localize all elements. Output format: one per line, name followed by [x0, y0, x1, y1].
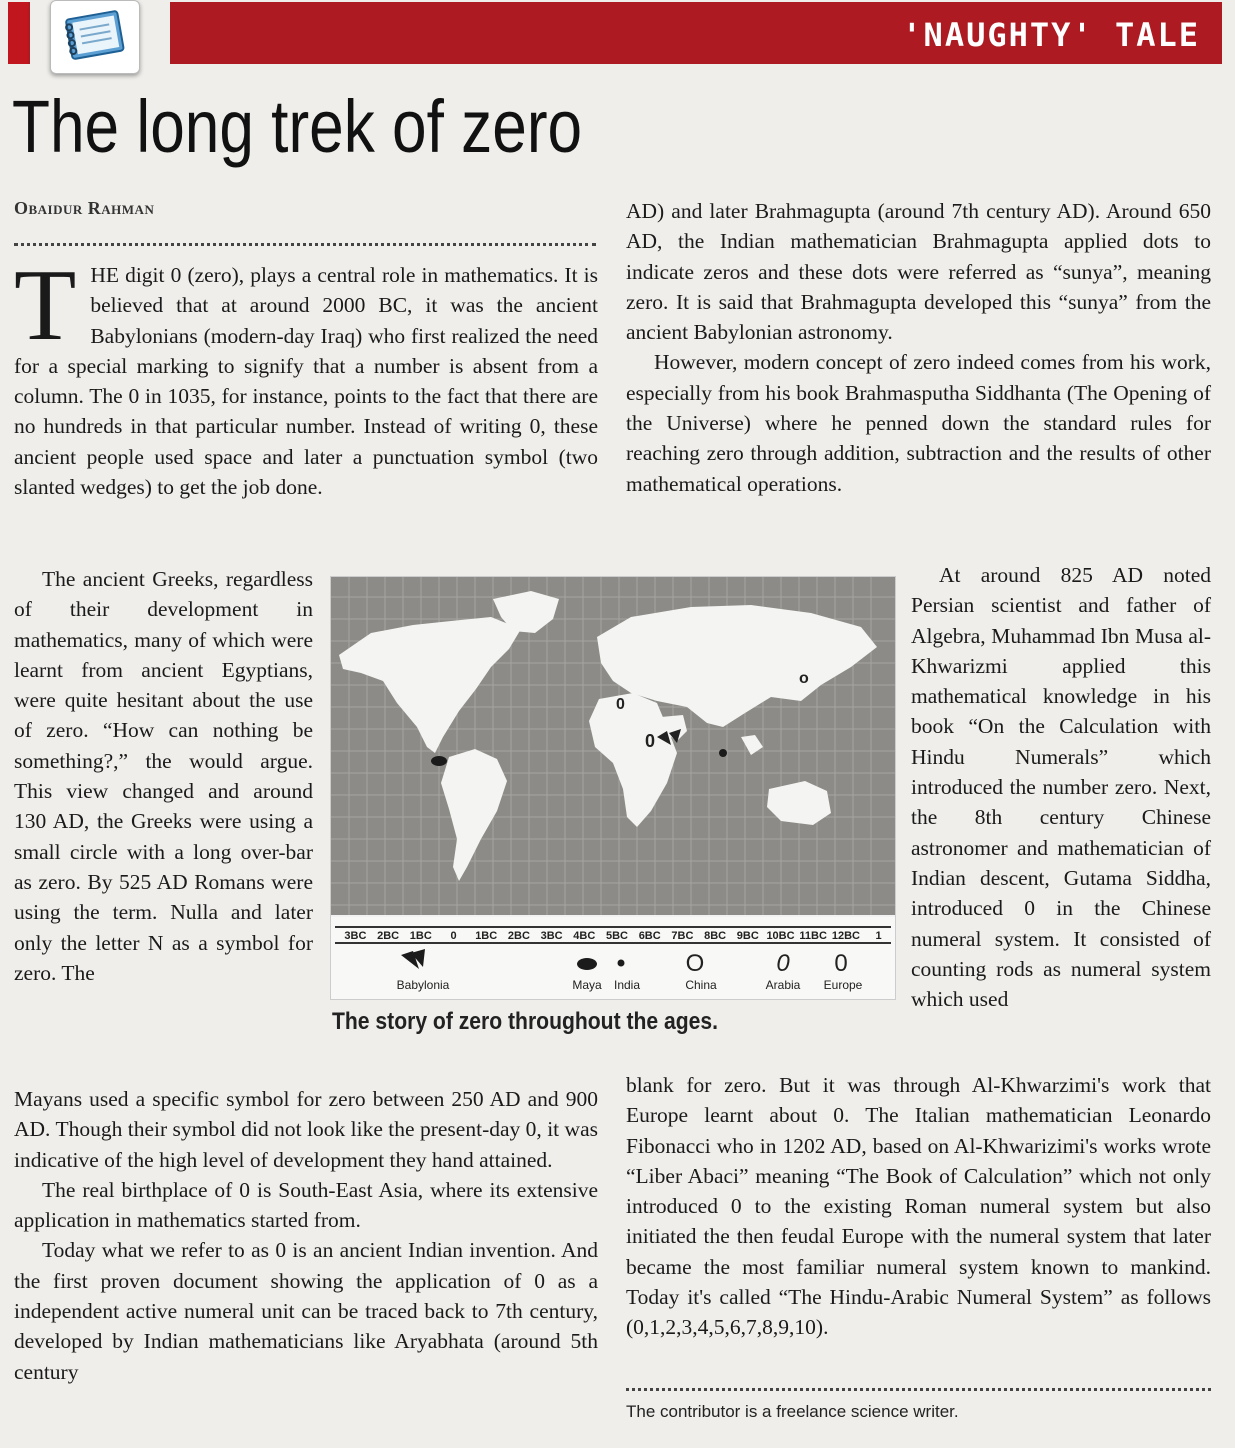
timeline-tick-label: 6BC [638, 930, 661, 942]
author-byline: Obaidur Rahman [14, 198, 155, 218]
modern-concept-paragraph: However, modern concept of zero indeed comes from his work, especially from his book Brahmasputha Siddhanta (The Opening of the Universe) where he penned down the standard rules for reaching zero through addition, subtraction and the results of other mathematical operations. [626, 350, 1211, 496]
region-label-china: China [685, 978, 717, 992]
khwarizmi-paragraph: At around 825 AD noted Persian scientist and father of Algebra, Muhammad Ibn Musa al-Khwarizmi applied this mathematical knowledge in his book “On the Calculation with Hindu Numerals” which introduced the number zero. Next, the 8th century Chinese astronomer and mathematician of Indian descent, Gutama Siddha, introduced 0 in the Chinese numeral system. It consisted of counting rods as numeral system which used [911, 563, 1211, 1012]
region-label-maya: Maya [572, 978, 602, 992]
header-accent-tab [8, 2, 28, 64]
indian-invention-paragraph: Today what we refer to as 0 is an ancient Indian invention. And the first proven document showing the application of 0 as a independent active numeral unit can be traced back to 7th century, developed by Indian mathematicians like Aryabhata (around 5th century [14, 1238, 598, 1384]
maya-eye-icon [577, 958, 597, 970]
greek-paragraph: The ancient Greeks, regardless of their development in mathematics, many of which were learnt from ancient Egyptians, were quite hesitant about the use of zero. “How can nothing be something?,” the would argue. This view changed and around 130 AD, the Greeks were using a small circle with a long over-bar as zero. By 525 AD Romans were using the term. Nulla and later only the letter N as a symbol for zero. The [14, 567, 313, 985]
world-map-graphic [331, 577, 895, 999]
svg-text:0: 0 [645, 731, 656, 751]
map-caption: The story of zero throughout the ages. [332, 1008, 719, 1035]
india-dot-icon [618, 960, 625, 967]
timeline-tick-label: 8BC [704, 930, 727, 942]
timeline-tick-label: 2BC [507, 930, 530, 942]
footer-divider [626, 1388, 1211, 1391]
timeline-tick-label: 3BC [540, 930, 563, 942]
notebook-logo-icon [50, 0, 140, 74]
timeline-tick-label: 1 [875, 930, 882, 942]
timeline-tick-label: 12BC [831, 930, 860, 942]
left-column-bottom [14, 1084, 598, 1387]
region-label-babylonia: Babylonia [396, 978, 450, 992]
timeline-tick-label: 0 [450, 930, 457, 942]
arabia-zero-glyph: 0 [776, 950, 790, 977]
section-header-band [8, 2, 1222, 64]
right-column-narrow [911, 560, 1211, 1014]
svg-text:o: o [799, 670, 809, 687]
timeline-tick-label: 3BC [344, 930, 367, 942]
intro-paragraph: HE digit 0 (zero), plays a central role in mathematics. It is believed that at around 2000 BC, it was the ancient Babylonians (modern-day Iraq) who first realized the need for a special marking to signify that a number is absent from a column. The 0 in 1035, for instance, points to the fact that there are no hundreds in that particular number. Instead of writing 0, these ancient people used space and later a punctuation symbol (two slanted wedges) to get the job done. [14, 263, 598, 500]
timeline-tick-label: 1BC [409, 930, 432, 942]
fibonacci-paragraph: blank for zero. But it was through Al-Khwarzimi's work that Europe learnt about 0. The Italian mathematician Leonardo Fibonacci who in 1202 AD, based on Al-Khwarizimi's works wrote “Liber Abaci” meaning “The Book of Calculation” which not only introduced 0 to the existing Roman numeral system but also initiated the then feudal Europe with the numeral system that later became the most familiar numeral system known to mankind. Today it's called “The Hindu-Arabic Numeral System” as follows (0,1,2,3,4,5,6,7,8,9,10). [626, 1073, 1211, 1340]
timeline-tick-label: 2BC [377, 930, 400, 942]
timeline-tick-label: 11BC [799, 930, 827, 942]
region-label-india: India [613, 978, 641, 992]
byline-divider [14, 243, 596, 246]
timeline-tick-label: 9BC [736, 930, 759, 942]
china-zero-glyph: O [685, 950, 705, 977]
brahmagupta-paragraph: AD) and later Brahmagupta (around 7th century AD). Around 650 AD, the Indian mathematician Brahmagupta applied dots to indicate zeros and these dots were referred as “sunya”, meaning zero. It is said that Brahmagupta developed this “sunya” from the ancient Babylonian astronomy. [626, 199, 1211, 345]
world-map-figure [330, 576, 896, 1000]
timeline-tick-label: 5BC [605, 930, 629, 942]
birthplace-paragraph: The real birthplace of 0 is South-East Asia, where its extensive application in mathematics started from. [14, 1177, 598, 1233]
region-label-arabia: Arabia [765, 978, 801, 992]
left-column-intro [14, 249, 598, 502]
maya-paragraph: Mayans used a specific symbol for zero between 250 AD and 900 AD. Though their symbol did not look like the present-day 0, it was indicative of the high level of development they hand attained. [14, 1087, 598, 1172]
svg-text:0: 0 [616, 696, 625, 713]
section-label: 'NAUGHTY' TALE [902, 16, 1200, 54]
article-title: The long trek of zero [12, 85, 583, 168]
timeline-tick-label: 4BC [573, 930, 596, 942]
right-column-bottom [626, 1070, 1211, 1343]
drop-cap: T [14, 249, 77, 362]
timeline-tick-label: 1BC [475, 930, 498, 942]
timeline-tick-label: 7BC [671, 930, 694, 942]
right-column-top [626, 196, 1211, 499]
timeline-tick-label: 10BC [766, 930, 795, 942]
contributor-note: The contributor is a freelance science writer. [626, 1402, 959, 1421]
region-label-europe: Europe [823, 978, 863, 992]
left-column-narrow [14, 564, 313, 988]
europe-zero-glyph: 0 [834, 950, 848, 977]
